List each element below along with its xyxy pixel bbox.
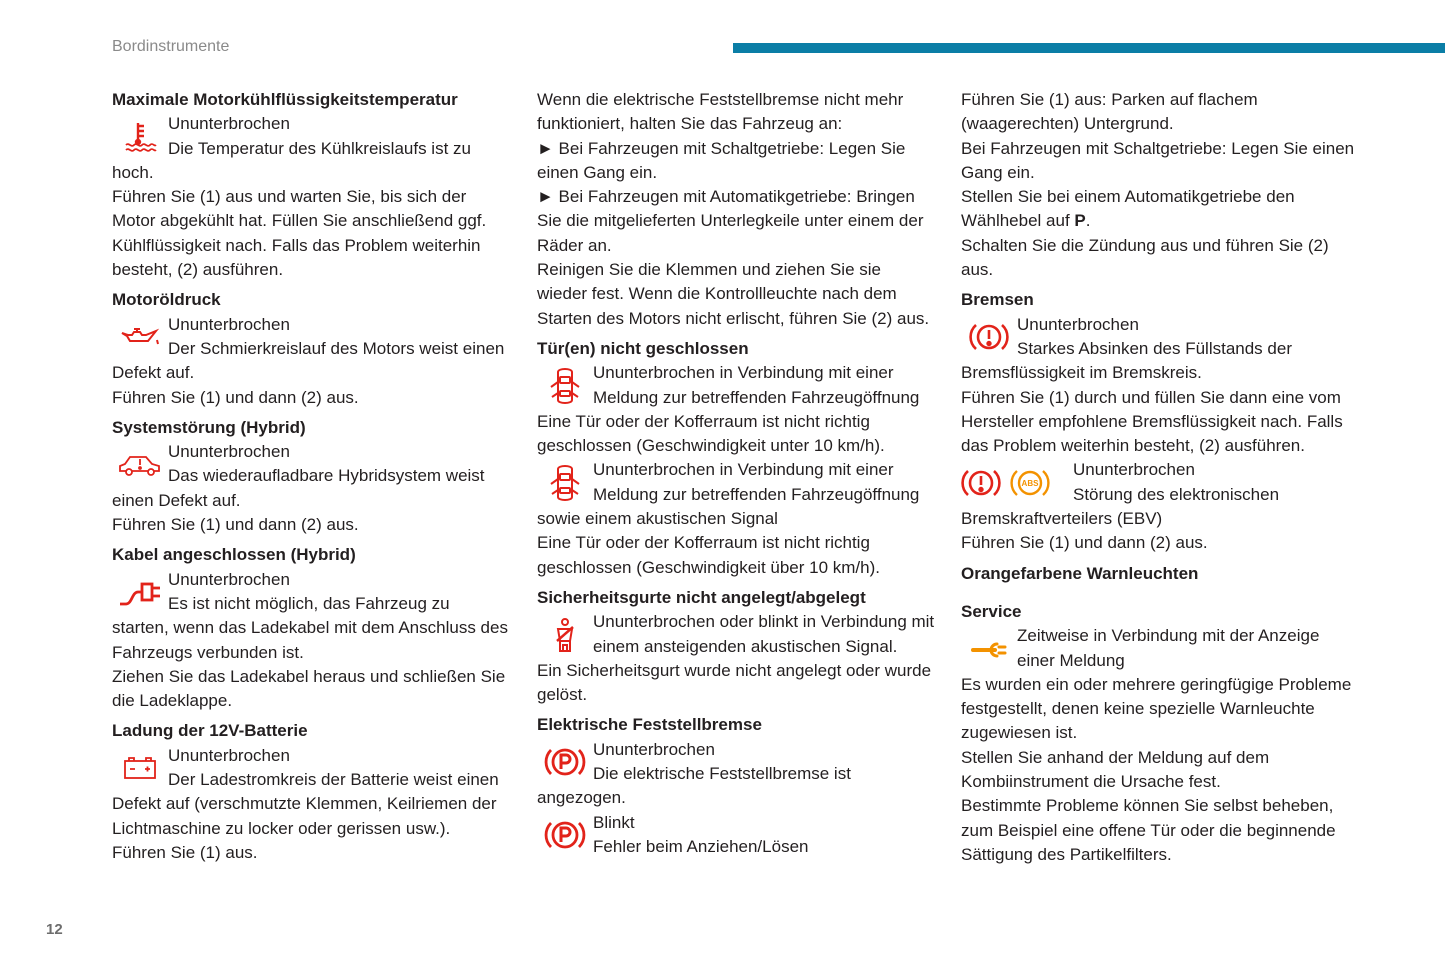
paragraph-text: . xyxy=(1085,211,1091,231)
entry-text: Ununterbrochen in Verbindung mit einer Meldung zur betreffenden Fahrzeugöffnung xyxy=(593,363,920,407)
entry-text: Die Temperatur des Kühlkreislaufs ist zu hoch. xyxy=(112,138,471,182)
charging-cable-icon xyxy=(117,576,163,608)
body-paragraph xyxy=(537,185,935,258)
paragraph-text: Führen Sie (1) und dann (2) aus. xyxy=(112,515,359,535)
entry-text: Ununterbrochen xyxy=(168,442,290,462)
body-paragraph xyxy=(961,794,1359,867)
door-open-icon xyxy=(548,366,582,406)
paragraph-text: Bei Fahrzeugen mit Schaltgetriebe: Legen Sie einen Gang ein. xyxy=(961,138,1355,182)
paragraph-text: ► Bei Fahrzeugen mit Schaltgetriebe: Legen Sie einen Gang ein. xyxy=(537,138,906,182)
column-3 xyxy=(961,88,1359,867)
entry-text: Ununterbrochen xyxy=(168,314,290,334)
entry-text: Ununterbrochen xyxy=(168,745,290,765)
body-paragraph xyxy=(537,659,935,708)
paragraph-text: Stellen Sie anhand der Meldung auf dem Kombiinstrument die Ursache fest. xyxy=(961,747,1270,792)
body-paragraph xyxy=(961,386,1359,459)
paragraph-text: Reinigen Sie die Klemmen und ziehen Sie sie wieder fest. Wenn die Kontrollleuchte nach dem Starten des Motors nicht erlischt, führen Sie (2) aus. xyxy=(537,260,930,328)
warning-light-entry xyxy=(961,458,1359,531)
door-open-icon xyxy=(548,463,582,503)
section-header: Bordinstrumente xyxy=(112,38,230,55)
service-wrench-icon xyxy=(969,639,1009,659)
section-heading: Motoröldruck xyxy=(112,290,221,310)
paragraph-text: Führen Sie (1) aus und warten Sie, bis sich der Motor abgekühlt hat. Füllen Sie anschließend ggf. Kühlflüssigkeit nach. Falls das Problem weiterhin besteht, (2) ausführen. xyxy=(112,187,487,280)
parking-brake-icon xyxy=(543,817,587,853)
entry-text: Die elektrische Feststellbremse ist angezogen. xyxy=(537,764,851,808)
body-paragraph xyxy=(961,234,1359,283)
body-paragraph xyxy=(961,185,1359,234)
parking-brake-icon xyxy=(543,744,587,780)
warning-light-entry xyxy=(112,440,510,513)
hybrid-fault-icon xyxy=(118,449,162,479)
abs-icon xyxy=(1009,466,1051,500)
body-paragraph xyxy=(537,531,935,580)
entry-text: Blinkt xyxy=(593,812,635,832)
column-1 xyxy=(112,88,510,865)
body-paragraph xyxy=(537,137,935,186)
paragraph-text: Stellen Sie bei einem Automatikgetriebe den Wählhebel auf xyxy=(961,187,1295,231)
section-heading: Elektrische Feststellbremse xyxy=(537,715,762,735)
warning-light-entry xyxy=(537,610,935,659)
entry-text: Ununterbrochen xyxy=(168,569,290,589)
entry-text: Fehler beim Anziehen/Lösen xyxy=(593,836,809,856)
section-heading: Service xyxy=(961,601,1022,621)
warning-light-entry xyxy=(112,744,510,841)
body-paragraph xyxy=(112,665,510,714)
paragraph-text: Führen Sie (1) durch und füllen Sie dann eine vom Hersteller empfohlene Bremsflüssigkeit nach. Falls das Problem weiterhin besteht, (2) ausführen. xyxy=(961,387,1343,456)
paragraph-text: Eine Tür oder der Kofferraum ist nicht richtig geschlossen (Geschwindigkeit unter 10 km/h). xyxy=(537,411,885,456)
paragraph-text: Führen Sie (1) und dann (2) aus. xyxy=(961,533,1208,553)
entry-text: Störung des elektronischen Bremskraftverteilers (EBV) xyxy=(961,484,1280,529)
body-paragraph xyxy=(961,531,1359,555)
seatbelt-icon xyxy=(552,617,578,653)
body-paragraph xyxy=(961,88,1359,137)
entry-text: Ununterbrochen xyxy=(1017,314,1139,334)
body-paragraph xyxy=(112,513,510,537)
body-paragraph xyxy=(112,386,510,410)
warning-light-entry xyxy=(537,811,935,860)
accent-bar xyxy=(733,43,1445,53)
coolant-temperature-icon xyxy=(120,120,160,154)
body-paragraph xyxy=(537,410,935,459)
paragraph-text: Führen Sie (1) und dann (2) aus. xyxy=(112,387,359,407)
warning-light-entry xyxy=(961,624,1359,673)
warning-light-entry xyxy=(961,313,1359,386)
warning-light-entry xyxy=(537,458,935,531)
paragraph-text: Ein Sicherheitsgurt wurde nicht angelegt oder wurde gelöst. xyxy=(537,660,932,705)
section-heading: Bremsen xyxy=(961,290,1034,310)
body-paragraph xyxy=(961,673,1359,746)
bold-text: P xyxy=(1074,211,1086,231)
paragraph-text: Eine Tür oder der Kofferraum ist nicht richtig geschlossen (Geschwindigkeit über 10 km/h). xyxy=(537,533,880,577)
entry-text: Das wiederaufladbare Hybridsystem weist einen Defekt auf. xyxy=(112,466,485,510)
brake-warning-icon xyxy=(969,320,1009,354)
paragraph-text: ► Bei Fahrzeugen mit Automatikgetriebe: Bringen Sie die mitgelieferten Unterlegkeile unter einem der Räder an. xyxy=(537,187,924,255)
body-paragraph xyxy=(537,88,935,137)
body-paragraph xyxy=(537,258,935,331)
svg-text:ABS: ABS xyxy=(1021,478,1039,488)
section-heading: Tür(en) nicht geschlossen xyxy=(537,338,749,358)
entry-text: Ununterbrochen xyxy=(593,739,715,759)
entry-text: Ununterbrochen xyxy=(168,114,290,134)
entry-text: Der Schmierkreislauf des Motors weist einen Defekt auf. xyxy=(112,338,505,383)
body-paragraph xyxy=(112,841,510,865)
paragraph-text: Ziehen Sie das Ladekabel heraus und schließen Sie die Ladeklappe. xyxy=(112,666,506,711)
entry-text: Starkes Absinken des Füllstands der Bremsflüssigkeit im Bremskreis. xyxy=(961,338,1292,383)
entry-text: Ununterbrochen xyxy=(1073,460,1195,480)
section-heading: Sicherheitsgurte nicht angelegt/abgelegt xyxy=(537,587,866,607)
entry-text: Ununterbrochen in Verbindung mit einer Meldung zur betreffenden Fahrzeugöffnung sowie einem akustischen Signal xyxy=(537,460,920,529)
entry-text: Ununterbrochen oder blinkt in Verbindung mit einem ansteigenden akustischen Signal. xyxy=(593,612,935,656)
column-2 xyxy=(537,88,935,859)
paragraph-text: Führen Sie (1) aus: Parken auf flachem (waagerechten) Untergrund. xyxy=(961,90,1258,134)
section-heading: Kabel angeschlossen (Hybrid) xyxy=(112,545,356,565)
page-number: 12 xyxy=(46,921,63,938)
paragraph-text: Schalten Sie die Zündung aus und führen Sie (2) aus. xyxy=(961,235,1329,280)
paragraph-text: Bestimmte Probleme können Sie selbst beheben, zum Beispiel eine offene Tür oder die beginnende Sättigung des Partikelfilters. xyxy=(961,796,1336,864)
entry-text: Es ist nicht möglich, das Fahrzeug zu starten, wenn das Ladekabel mit dem Anschluss des Fahrzeugs verbunden ist. xyxy=(112,593,508,662)
paragraph-text: Es wurden ein oder mehrere geringfügige Probleme festgestellt, denen keine spezielle Warnleuchte zugewiesen ist. xyxy=(961,674,1352,743)
entry-text: Zeitweise in Verbindung mit der Anzeige einer Meldung xyxy=(1017,626,1320,670)
battery-icon xyxy=(123,756,157,780)
warning-light-entry xyxy=(112,112,510,185)
section-heading: Systemstörung (Hybrid) xyxy=(112,417,306,437)
paragraph-text: Wenn die elektrische Feststellbremse nicht mehr funktioniert, halten Sie das Fahrzeug an: xyxy=(537,90,904,134)
warning-light-entry xyxy=(112,313,510,386)
body-paragraph xyxy=(961,746,1359,795)
entry-text: Der Ladestromkreis der Batterie weist einen Defekt auf (verschmutzte Klemmen, Keilriemen der Lichtmaschine zu locker oder gerissen usw.). xyxy=(112,770,499,838)
section-heading: Ladung der 12V-Batterie xyxy=(112,721,308,741)
warning-light-entry xyxy=(537,361,935,410)
section-heading: Maximale Motorkühlflüssigkeitstemperatur xyxy=(112,90,458,109)
body-paragraph xyxy=(961,137,1359,186)
body-paragraph xyxy=(112,185,510,282)
section-heading: Orangefarbene Warnleuchten xyxy=(961,563,1199,583)
brake-warning-icon xyxy=(961,466,1001,500)
warning-light-entry xyxy=(537,738,935,811)
warning-light-entry xyxy=(112,568,510,665)
oil-pressure-icon xyxy=(119,325,161,349)
paragraph-text: Führen Sie (1) aus. xyxy=(112,842,258,862)
